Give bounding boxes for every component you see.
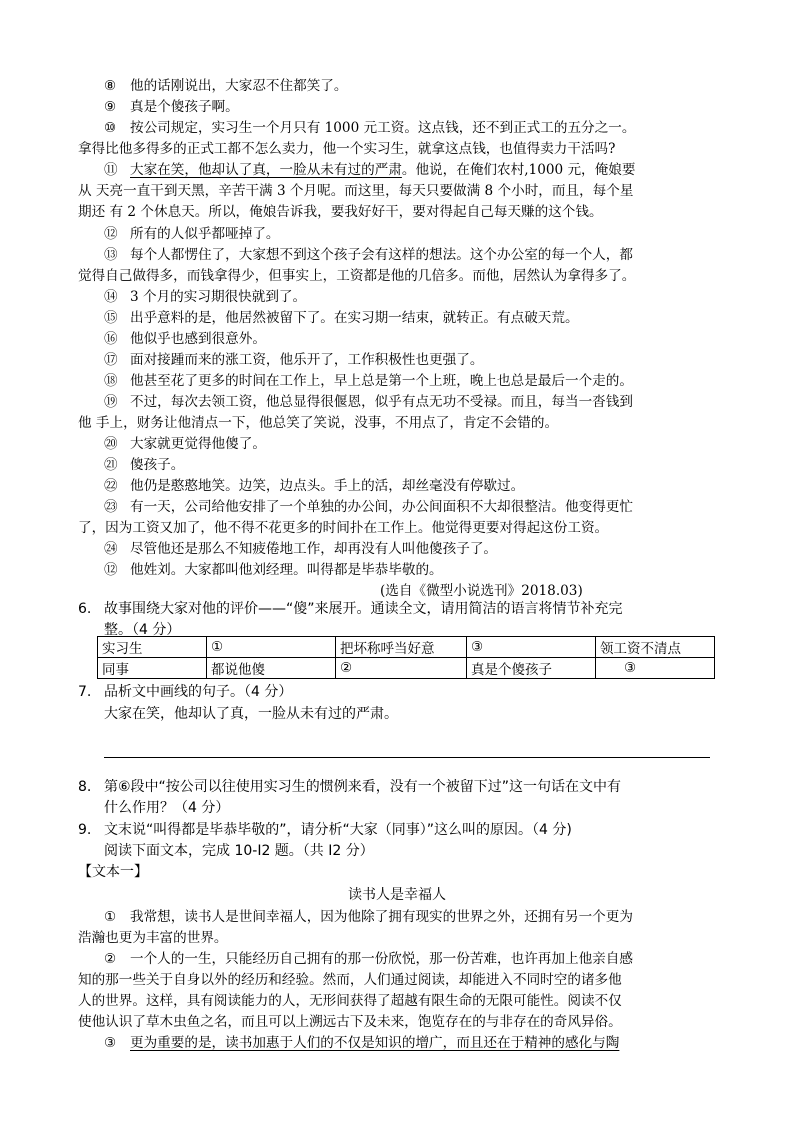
text1-line-4: 知的那一些关于自身以外的经历和经验。然而，人们通过阅读，却能进入不同时空的诸多他 — [78, 972, 622, 988]
table-cell: 领工资不清点 — [596, 637, 715, 658]
story-line-15: ⑱ 他甚至花了更多的时间在工作上，早上总是第一个上班，晚上也总是最后一个走的。 — [104, 373, 633, 389]
story-line-7: 期还 有 2 个休息天。所以，俺娘告诉我，要我好好干，要对得起自己每天赚的这个钱。 — [78, 204, 603, 220]
story-line-4: 拿得比他多得多的正式工都不怎么卖力，他一个实习生，就拿这点钱，也值得卖力干活吗? — [78, 141, 616, 157]
table-cell: ③ — [467, 637, 596, 658]
story-line-24: ⑫ 他姓刘。大家都叫他刘经理。叫得都是毕恭毕敬的。 — [104, 562, 443, 578]
reading-instruction: 阅读下面文本，完成 10-I2 题。（共 I2 分） — [104, 843, 374, 859]
question-7-sentence: 大家在笑，他却认了真，一脸从未有过的严肃。 — [104, 706, 398, 722]
table-cell: ② — [336, 658, 467, 679]
story-line-20: ㉒ 他仍是憨憨地笑。边笑，边点头。手上的活，却丝毫没有停歇过。 — [104, 478, 525, 494]
text1-line-1: ① 我常想，读书人是世间幸福人，因为他除了拥有现实的世界之外，还拥有另一个更为 — [104, 909, 633, 925]
story-line-12: ⑮ 出乎意料的是，他居然被留下了。在实习期一结束，就转正。有点破天荒。 — [104, 310, 579, 326]
source-citation: (选自《微型小说选刊》2018.03) — [380, 583, 583, 599]
story-line-3: ⑩ 按公司规定，实习生一个月只有 1000 元工资。这点钱，还不到正式工的五分之一。 — [104, 120, 636, 136]
underlined-sentence: 更为重要的是，读书加惠于人们的不仅是知识的增广，而且还在于精神的感化与陶 — [130, 1035, 620, 1051]
text1-label: 【文本一】 — [78, 864, 148, 880]
question-8: 8. 第⑥段中“按公司以往使用实习生的惯例来看，没有一个被留下过”这一句话在文中有 — [78, 779, 622, 795]
story-line-1: ⑧ 他的话刚说出，大家忍不住都笑了。 — [104, 78, 348, 94]
text1-title: 读书人是幸福人 — [348, 887, 446, 903]
story-line-2: ⑨ 真是个傻孩子啊。 — [104, 99, 239, 115]
table-cell: 同事 — [98, 658, 207, 679]
text1-line-6: 使他认识了草木虫鱼之名，而且可以上溯远古下及未来，饱览存在的与非存在的奇风异俗。 — [78, 1014, 622, 1030]
question-6: 6. 故事围绕大家对他的评价——“傻”来展开。通读全文，请用简洁的语言将情节补充完 — [78, 601, 623, 617]
question-8-line2: 什么作用？（4 分） — [104, 800, 230, 816]
question-9: 9. 文末说“叫得都是毕恭毕敬的”，请分析“大家（同事）”这么叫的原因。（4 分) — [78, 822, 572, 838]
story-line-6: 从 天亮一直干到天黑，辛苦干满 3 个月呢。而这里，每天只要做满 8 个小时，而且，每个星 — [78, 183, 634, 199]
table-cell: 实习生 — [98, 637, 207, 658]
story-line-22: 了，因为工资又加了，他不得不花更多的时间扑在工作上。他觉得更要对得起这份工资。 — [78, 520, 609, 536]
table-cell: 真是个傻孩子 — [467, 658, 596, 679]
table-cell: ③ — [596, 658, 715, 679]
story-line-19: ㉑ 傻孩子。 — [104, 457, 185, 473]
plot-table — [97, 636, 715, 679]
table-cell: 都说他傻 — [207, 658, 336, 679]
text1-line-3: ② 一个人的一生，只能经历自己拥有的那一份欣悦，那一份苦难，也许再加上他亲自感 — [104, 951, 633, 967]
story-line-16: ⑲ 不过，每次去领工资，他总显得很偃恩，似乎有点无功不受禄。而且，每当一沓钱到 — [104, 394, 633, 410]
question-7: 7. 品析文中画线的句子。（4 分） — [78, 684, 293, 700]
underlined-sentence: 大家在笑，他却认了真，一脸从未有过的严肃 — [130, 162, 402, 178]
text1-line-2: 浩瀚也更为丰富的世界。 — [78, 930, 228, 946]
story-line-17: 他 手上，财务让他清点一下，他总笑了笑说，没事，不用点了，肯定不会错的。 — [78, 415, 559, 431]
question-6-line2: 整。（4 分） — [104, 622, 181, 638]
answer-line — [104, 757, 710, 758]
table-row — [98, 658, 715, 679]
story-line-14: ⑰ 面对接踵而来的涨工资，他乐开了，工作积极性也更强了。 — [104, 352, 484, 368]
story-line-21: ㉓ 有一天，公司给他安排了一个单独的办公间，办公间面积不大却很整洁。他变得更忙 — [104, 499, 633, 515]
story-line-18: ⑳ 大家就更觉得他傻了。 — [104, 436, 266, 452]
story-line-11: ⑭ 3 个月的实习期很快就到了。 — [104, 289, 307, 305]
table-cell: ① — [207, 637, 336, 658]
table-cell: 把坏称呼当好意 — [336, 637, 467, 658]
text1-line-5: 人的世界。这样，具有阅读能力的人，无形间获得了超越有限生命的无限可能性。阅读不仅 — [78, 993, 622, 1009]
story-line-10: 觉得自己做得多，而钱拿得少，但事实上，工资都是他的几倍多。而他，居然认为拿得多了。 — [78, 268, 636, 284]
table-row — [98, 637, 715, 658]
story-line-13: ⑯ 他似乎也感到很意外。 — [104, 331, 266, 347]
story-line-8: ⑫ 所有的人似乎都哑掉了。 — [104, 226, 280, 242]
story-line-23: ㉔ 尽管他还是那么不知疲倦地工作，却再没有人叫他傻孩子了。 — [104, 541, 498, 557]
text1-line-7: ③ 更为重要的是，读书加惠于人们的不仅是知识的增广，而且还在于精神的感化与陶 — [104, 1035, 620, 1051]
story-line-5: ⑪ 大家在笑，他却认了真，一脸从未有过的严肃。他说，在俺们农村,1000 元，俺娘要 — [104, 162, 636, 178]
story-line-9: ⑬ 每个人都愣住了，大家想不到这个孩子会有这样的想法。这个办公室的每一个人，都 — [104, 247, 633, 263]
